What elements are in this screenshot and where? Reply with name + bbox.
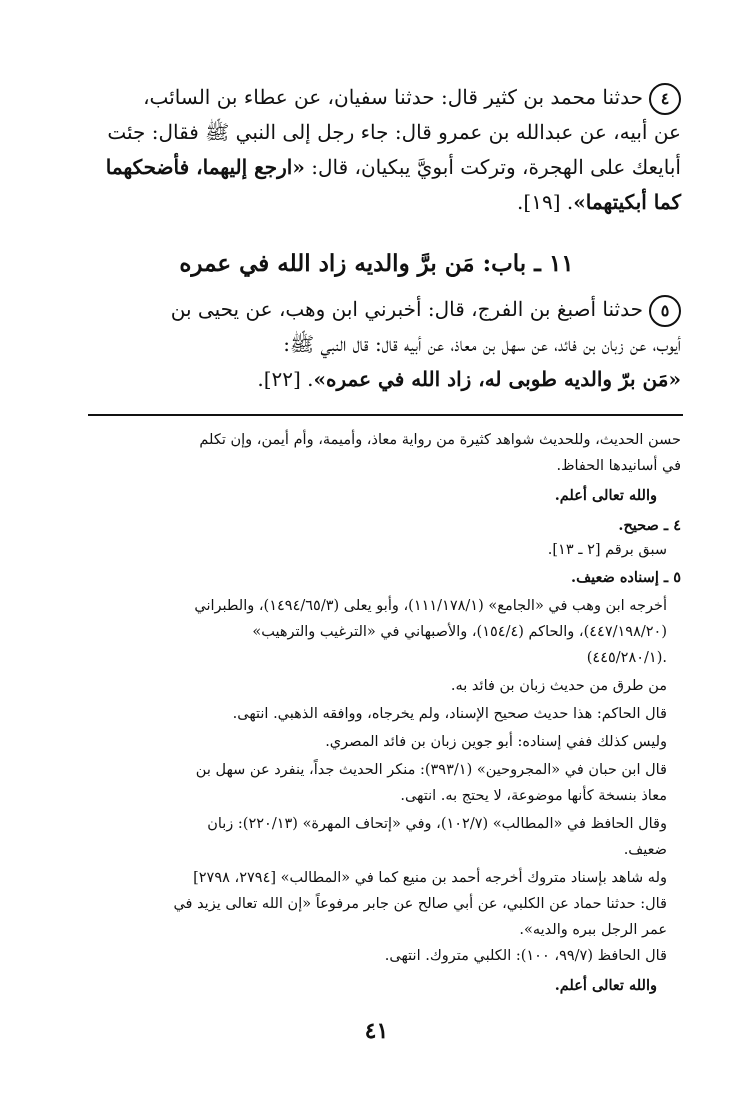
footnote-5-line-6: وليس كذلك ففي إسناده: أبو جوين زبان بن فائد المصري.: [325, 734, 667, 750]
footnote-5-line-5: قال الحاكم: هذا حديث صحيح الإسناد، ولم يخرجاه، ووافقه الذهبي. انتهى.: [232, 706, 667, 722]
hadith-4-line-2: عن أبيه، عن عبدالله بن عمرو قال: جاء رجل إلى النبي ﷺ فقال: جئت: [107, 120, 681, 144]
hadith-5-text-1: حدثنا أصبغ بن الفرج، قال: أخبرني ابن وهب، عن يحيى بن: [170, 297, 643, 321]
footnote-5-line-1: أخرجه ابن وهب في «الجامع» (١١١/١٧٨/١)، وأبو يعلى (١٤٩٤/٦٥/٣)، والطبراني: [194, 598, 667, 614]
footnote-4-head: ٤ ـ صحيح.: [618, 517, 681, 534]
footnote-separator: [88, 414, 683, 416]
footnote-5-line-14: قال الحافظ (٩٩/٧، ١٠٠): الكلبي متروك. انتهى.: [384, 948, 667, 964]
footnote-5-line-10: ضعيف.: [623, 842, 667, 858]
hadith-4-reference: . [١٩].: [517, 190, 574, 214]
hadith-5-line-2: أيوب، عن زبان بن فائد، عن سهل بن معاذ، عن أبيه قال: قال النبي ﷺ:: [283, 332, 681, 356]
footnote-5-line-8: معاذ بنسخة كأنها موضوعة، لا يحتج به. انتهى.: [400, 788, 667, 804]
footnote-5-line-4: من طرق من حديث زبان بن فائد به.: [450, 678, 667, 694]
hadith-5-quote: «مَن برّ والديه طوبى له، زاد الله في عمره»: [313, 367, 681, 391]
hadith-5-line-3: [257, 362, 681, 396]
footnote-continuation-2: في أسانيدها الحفاظ.: [556, 458, 681, 474]
hadith-4-text-3: أبايعك على الهجرة، وتركت أبويَّ يبكيان، قال:: [304, 155, 681, 179]
closing-phrase-2: والله تعالى أعلم.: [554, 977, 657, 994]
hadith-number-badge: ٥: [649, 295, 681, 327]
hadith-4-line-4: [517, 185, 681, 219]
footnote-5-line-9: وقال الحافظ في «المطالب» (١٠٢/٧)، وفي «إتحاف المهرة» (٢٢٠/١٣): زبان: [207, 816, 667, 832]
hadith-4-line-3: [106, 150, 681, 184]
footnote-4-text: سبق برقم [٢ ـ ١٣].: [547, 542, 667, 558]
closing-phrase-1: والله تعالى أعلم.: [554, 487, 657, 504]
footnote-5-line-7: قال ابن حبان في «المجروحين» (٣٩٣/١): منكر الحديث جداً، ينفرد عن سهل بن: [195, 762, 667, 778]
footnote-5-line-3: (٤٤٥/٢٨٠/١).: [586, 650, 667, 666]
footnote-5-line-11: وله شاهد بإسناد متروك أخرجه أحمد بن منيع كما في «المطالب» [٢٧٩٤، ٢٧٩٨]: [193, 870, 667, 886]
hadith-5-line-1: [171, 292, 681, 327]
footnote-5-line-2: (٤٤٧/١٩٨/٢٠)، والحاكم (١٥٤/٤)، والأصبهاني في «الترغيب والترهيب»: [252, 624, 667, 640]
footnote-5-line-13: عمر الرجل ببره والديه».: [519, 922, 667, 938]
footnote-continuation-1: حسن الحديث، وللحديث شواهد كثيرة من رواية معاذ، وأميمة، وأم أيمن، وإن تكلم: [199, 432, 681, 448]
footnote-5-head: ٥ ـ إسناده ضعيف.: [571, 569, 681, 586]
page-number: ٤١: [364, 1018, 389, 1044]
chapter-heading: ١١ ـ باب: مَن برَّ والديه زاد الله في عمره: [179, 250, 574, 277]
footnote-5-line-12: قال: حدثنا حماد عن الكلبي، عن أبي صالح عن جابر مرفوعاً «إن الله تعالى يزيد في: [173, 896, 667, 912]
hadith-4-quote-2: كما أبكيتهما»: [573, 190, 681, 214]
hadith-4-quote-1: «ارجع إليهما، فأضحكهما: [105, 155, 305, 179]
hadith-number-badge: ٤: [649, 83, 681, 115]
hadith-5-reference: . [٢٢].: [257, 367, 314, 391]
hadith-4-text-1: حدثنا محمد بن كثير قال: حدثنا سفيان، عن عطاء بن السائب،: [143, 85, 643, 109]
hadith-4-line-1: [143, 80, 681, 115]
